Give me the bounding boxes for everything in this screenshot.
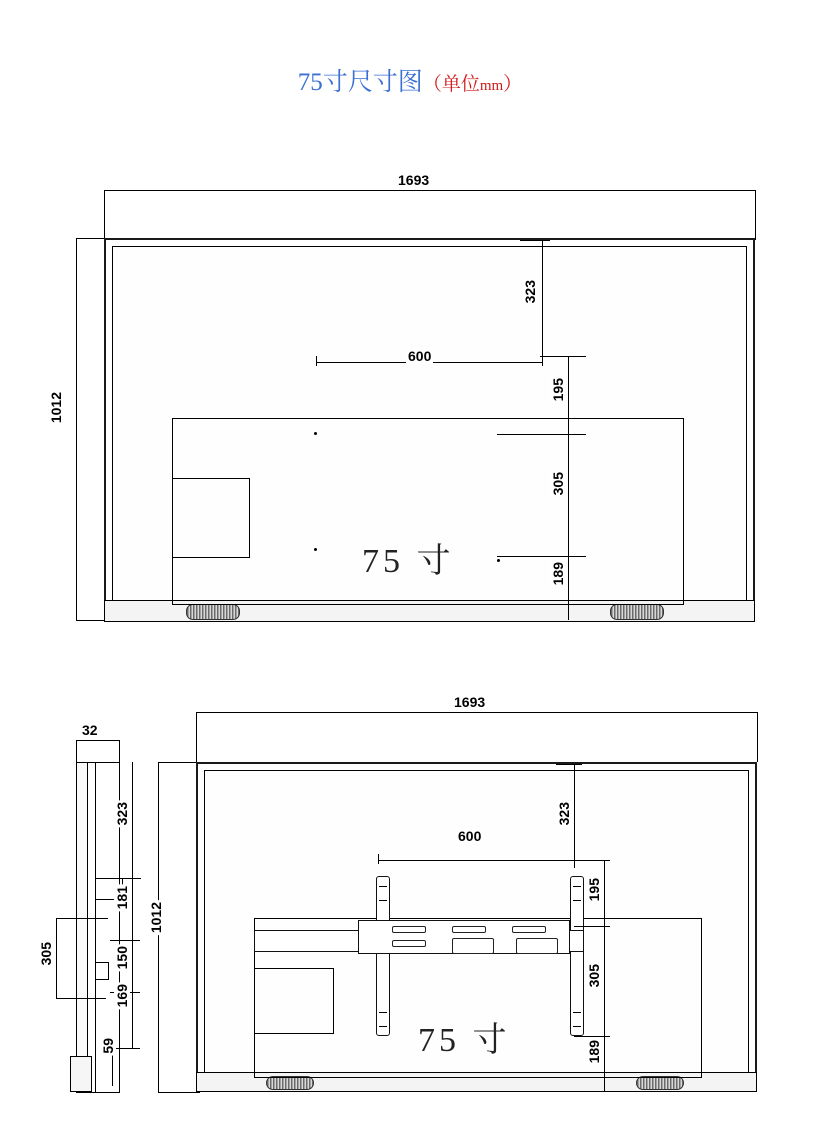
side-profile-back-line — [95, 762, 96, 1092]
dim-305-bottom: 305 — [586, 964, 602, 988]
center-dot-c-top — [497, 559, 500, 562]
dim-323-top: 323 — [522, 280, 538, 304]
page-title-main: 75寸尺寸图 — [297, 69, 423, 96]
unit-close: ） — [503, 74, 523, 95]
ext-line-left-1693-top — [104, 190, 105, 240]
io-box-bottom — [254, 968, 334, 1034]
bracket-slot-3 — [512, 926, 546, 933]
dim-189-bottom: 189 — [586, 1040, 602, 1064]
ext-line-600-left-bottom — [378, 854, 379, 864]
dim-line-189-top — [568, 556, 569, 620]
ext-line-right-1693-bottom — [757, 712, 758, 762]
bracket-slot-5 — [452, 938, 494, 954]
ext-line-195-upper-bottom — [574, 860, 610, 861]
ext-line-323-upper-top — [520, 240, 550, 241]
page-title — [0, 62, 820, 98]
dim-line-1012-top — [76, 238, 77, 620]
ext-line-right-1693-top — [755, 190, 756, 240]
screen-size-label-top: 75 寸 — [362, 543, 455, 580]
dim-169: 169 — [114, 984, 130, 1008]
unit-mm: mm — [479, 78, 504, 94]
speaker-right-bottom — [636, 1076, 684, 1090]
dim-195-bottom: 195 — [586, 878, 602, 902]
bracket-right-hole-3 — [573, 1012, 581, 1013]
ext-line-323-side — [119, 878, 141, 879]
dim-1693-bottom: 1693 — [454, 694, 486, 710]
dim-59: 59 — [100, 1038, 116, 1054]
bracket-slot-4 — [392, 940, 426, 947]
dim-305-top: 305 — [550, 472, 566, 496]
side-profile-top-line — [76, 762, 120, 763]
dim-line-305-bottom — [604, 926, 605, 1036]
ext-line-195-upper-top — [540, 356, 586, 357]
speaker-left-bottom — [266, 1076, 314, 1090]
bracket-right-hole-1 — [573, 886, 581, 887]
screen-size-label-bottom: 75 寸 — [418, 1022, 511, 1059]
bracket-slot-1 — [392, 926, 426, 933]
ext-line-top-1012-bottom — [158, 762, 200, 763]
dim-323-side: 323 — [114, 802, 130, 826]
ext-line-bottom-1012-bottom — [158, 1092, 200, 1093]
ext-line-left-1693-bottom — [196, 712, 197, 762]
dim-1012-bottom: 1012 — [148, 902, 164, 934]
dim-line-32 — [76, 740, 120, 741]
dim-line-323-top — [542, 240, 543, 360]
dim-150: 150 — [114, 946, 130, 970]
ext-line-600-right-top — [542, 356, 543, 366]
side-profile-body — [76, 762, 88, 1092]
dim-line-305-top — [568, 434, 569, 556]
dim-line-600-bottom — [378, 860, 574, 861]
ext-line-32-right — [119, 740, 120, 762]
side-profile-bottom-line — [76, 1092, 120, 1093]
dim-line-181 — [132, 878, 133, 940]
dim-195-top: 195 — [550, 378, 566, 402]
bracket-left-hole-1 — [379, 886, 387, 887]
dim-line-1693-top — [104, 190, 755, 191]
ext-line-600-right-bottom — [574, 854, 575, 864]
dim-323-bottom: 323 — [556, 802, 572, 826]
bracket-slot-2 — [452, 926, 486, 933]
dim-1693-top: 1693 — [398, 172, 430, 188]
dim-line-169 — [132, 992, 133, 1048]
dim-line-195-top — [568, 356, 569, 434]
dim-600-bottom: 600 — [458, 828, 482, 844]
side-foot — [70, 1056, 92, 1092]
bracket-right-hole-2 — [573, 900, 581, 901]
bracket-right-hole-4 — [573, 1026, 581, 1027]
dim-line-150 — [132, 940, 133, 992]
dim-line-195-bottom — [604, 860, 605, 926]
page-title-unit — [423, 74, 522, 95]
dim-line-1693-bottom — [196, 712, 757, 713]
dim-32: 32 — [82, 722, 98, 738]
dim-189-top: 189 — [550, 562, 566, 586]
dim-600-top: 600 — [408, 348, 432, 364]
dim-1012-top: 1012 — [48, 392, 64, 424]
leader-305-top — [497, 556, 569, 557]
ext-line-305-side-upper — [56, 918, 96, 919]
bracket-left-hole-2 — [379, 900, 387, 901]
speaker-left-top — [186, 604, 240, 620]
ext-line-323-upper-bottom — [556, 764, 582, 765]
io-box-top — [172, 478, 250, 558]
bracket-slot-6 — [516, 938, 558, 954]
dim-line-323-bottom — [574, 764, 575, 868]
center-dot-b-top — [314, 548, 317, 551]
ext-line-305-side-lower — [56, 998, 106, 999]
dim-line-305-side — [56, 918, 57, 998]
ext-line-32-left — [76, 740, 77, 762]
leader-195-top — [497, 434, 569, 435]
dim-line-189-bottom — [604, 1036, 605, 1092]
center-dot-a-top — [314, 432, 317, 435]
dim-line-323-side — [132, 762, 133, 878]
dim-305-side: 305 — [38, 942, 54, 966]
side-mount-lower — [95, 962, 109, 980]
ext-line-600-left-top — [316, 356, 317, 366]
bracket-left-hole-3 — [379, 1012, 387, 1013]
dim-181: 181 — [114, 886, 130, 910]
speaker-right-top — [610, 604, 664, 620]
unit-open: （单位 — [422, 74, 480, 95]
ext-line-181-lower — [110, 940, 140, 941]
bracket-left-hole-4 — [379, 1026, 387, 1027]
